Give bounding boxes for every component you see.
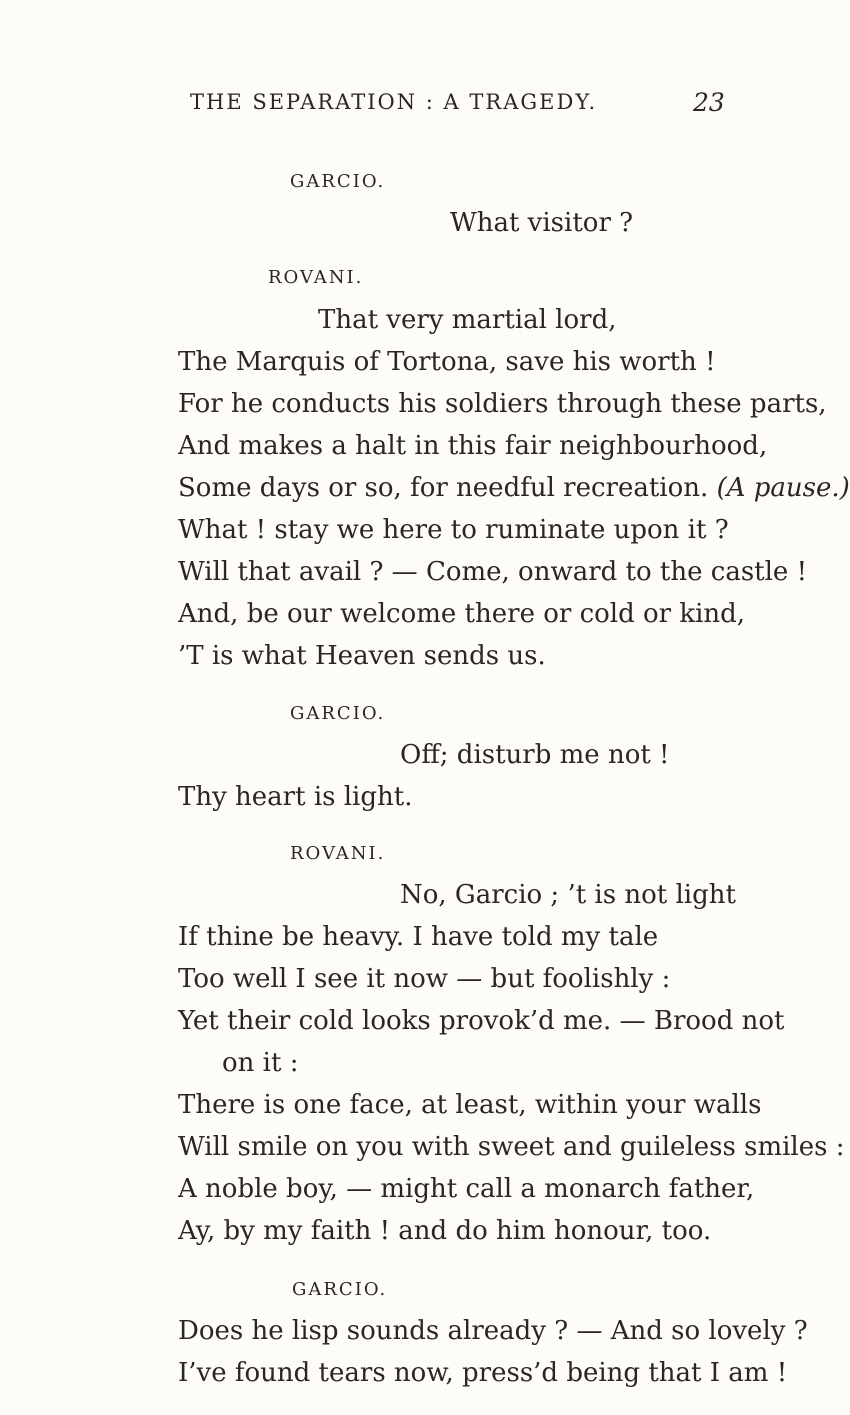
verse-line: And, be our welcome there or cold or kind, xyxy=(178,599,746,629)
verse-line: And makes a halt in this fair neighbourhood, xyxy=(178,431,768,461)
verse-line: There is one face, at least, within your walls xyxy=(178,1090,762,1120)
running-header xyxy=(0,90,800,130)
verse-line: That very martial lord, xyxy=(318,305,617,335)
verse-line: The Marquis of Tortona, save his worth ! xyxy=(178,347,716,377)
verse-line: For he conducts his soldiers through these parts, xyxy=(178,389,827,419)
page-number: 23 xyxy=(693,88,725,117)
verse-line: What ! stay we here to ruminate upon it ? xyxy=(178,515,729,545)
verse-line: Off; disturb me not ! xyxy=(400,740,670,770)
verse-line: What visitor ? xyxy=(450,208,634,238)
stage-direction: (A pause.) xyxy=(716,473,850,503)
verse-line: on it : xyxy=(222,1048,299,1078)
speaker-rovani: ROVANI. xyxy=(268,267,364,288)
speaker-garcio: GARCIO. xyxy=(292,1279,388,1300)
verse-line: Too well I see it now — but foolishly : xyxy=(178,964,671,994)
speaker-garcio: GARCIO. xyxy=(290,703,386,724)
verse-line xyxy=(178,471,850,505)
verse-line: No, Garcio ; ’t is not light xyxy=(400,880,736,910)
verse-line: If thine be heavy. I have told my tale xyxy=(178,922,659,952)
verse-line: A noble boy, — might call a monarch father, xyxy=(178,1174,755,1204)
verse-text: Some days or so, for needful recreation. xyxy=(178,473,709,503)
speaker-garcio: GARCIO. xyxy=(290,171,386,192)
verse-line: Does he lisp sounds already ? — And so lovely ? xyxy=(178,1316,808,1346)
verse-line: Thy heart is light. xyxy=(178,782,413,812)
verse-line: I’ve found tears now, press’d being that I am ! xyxy=(178,1358,788,1388)
verse-line: Yet their cold looks provok’d me. — Brood not xyxy=(178,1006,785,1036)
verse-line: Ay, by my faith ! and do him honour, too. xyxy=(178,1216,712,1246)
speaker-rovani: ROVANI. xyxy=(290,843,386,864)
verse-line: Will smile on you with sweet and guileless smiles : xyxy=(178,1132,845,1162)
running-title: THE SEPARATION : A TRAGEDY. xyxy=(190,90,598,114)
verse-line: ’T is what Heaven sends us. xyxy=(178,641,546,671)
verse-line: Will that avail ? — Come, onward to the castle ! xyxy=(178,557,808,587)
